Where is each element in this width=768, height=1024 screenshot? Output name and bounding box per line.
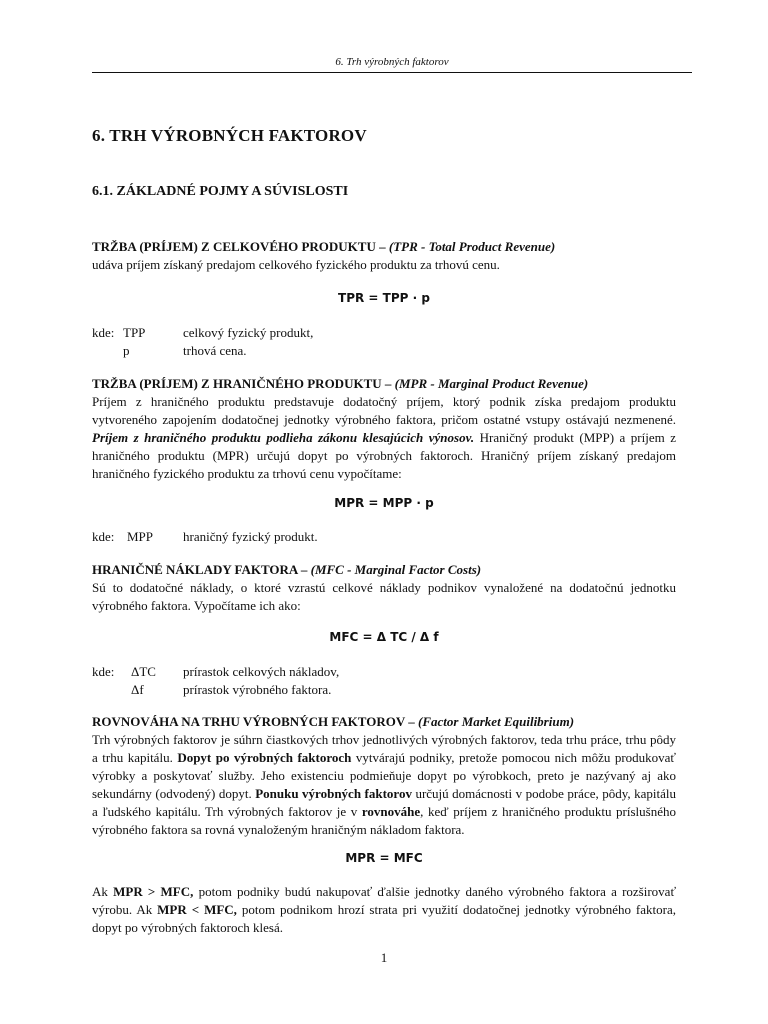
tpr-definition [92, 238, 676, 274]
mfc-heading-paren: (MFC - Marginal Factor Costs) [310, 562, 482, 577]
variable-description: hraničný fyzický produkt. [183, 529, 318, 544]
variable-row [92, 528, 676, 546]
equilibrium-text-bold: Ponuku výrobných faktorov [255, 786, 412, 801]
equilibrium-text-part: určujú domácnosti v podobe práce, pôdy, kapitálu a ľudského kapitálu. Trh výrobných faktorov je v [92, 786, 676, 819]
closing-text-part: potom podniky budú nakupovať ďalšie jednotky daného výrobného faktora a rozširovať výrobu. Ak [92, 884, 677, 917]
page-number: 1 [380, 950, 388, 965]
tpr-formula: TPR = TPP · p [338, 291, 430, 305]
variable-symbol: MPP [127, 529, 154, 544]
running-header: 6. Trh výrobných faktorov [335, 56, 449, 68]
variable-description: celkový fyzický produkt, [183, 325, 314, 340]
equilibrium-text-part: vytvárajú podniky, pretože pomocou nich môžu produkovať výrobky a poskytovať služby. Jeho existenciu podmieňuje dopyt po výrobkoch, preto je nazývaný aj ako sekundárny (odvodený) dopyt. [92, 750, 676, 801]
closing-text-part: Ak [92, 884, 114, 899]
closing-text-bold: MPR > MFC, [113, 884, 194, 899]
variable-symbol: p [123, 343, 130, 358]
tpr-text: udáva príjem získaný predajom celkového fyzického produktu za trhovú cenu. [92, 257, 500, 272]
kde-label: kde: [92, 325, 115, 340]
variable-symbol: TPP [123, 325, 146, 340]
variable-row [92, 663, 676, 681]
mfc-variables [92, 663, 676, 699]
closing-paragraph [92, 883, 676, 937]
equilibrium-text-part: Trh výrobných faktorov je súhrn čiastkových trhov jednotlivých výrobných faktorov, teda trhu práce, trhu pôdy a trhu kapitálu. [92, 732, 676, 765]
equilibrium-text-bold: Dopyt po výrobných faktoroch [177, 750, 352, 765]
equilibrium-definition [92, 713, 676, 839]
tpr-variables [92, 324, 676, 360]
equilibrium-heading [92, 713, 676, 731]
closing-text-part: potom podnikom hrozí strata pri využití dodatočnej jednotky výrobného faktora, dopyt po výrobných faktoroch klesá. [92, 902, 676, 935]
mpr-text [92, 393, 676, 483]
mfc-definition [92, 561, 676, 615]
kde-label: kde: [92, 664, 115, 679]
variable-row [92, 681, 676, 699]
mpr-variables [92, 528, 676, 546]
mpr-heading-text: TRŽBA (PRÍJEM) Z HRANIČNÉHO PRODUKTU – [92, 376, 395, 391]
mfc-formula: MFC = Δ TC / Δ f [329, 630, 439, 644]
mpr-text-part: Príjem z hraničného produktu predstavuje dodatočný príjem, ktorý podnik získa predajom produktu vytvoreného zapojením dodatočnej jednotky výrobného faktora, pričom ostatné vstupy ostávajú nezmenené. [92, 394, 676, 427]
variable-symbol: ΔTC [131, 664, 156, 679]
mpr-text-part: Hraničný produkt (MPP) a príjem z hraničného produktu (MPR) určujú dopyt po výrobných faktoroch. Hraničný príjem získaný predajom hraničného fyzického produktu za trhovú cenu vypočítame: [92, 430, 676, 481]
variable-description: prírastok výrobného faktora. [183, 682, 332, 697]
kde-label: kde: [92, 529, 115, 544]
mfc-heading-text: HRANIČNÉ NÁKLADY FAKTORA – [92, 562, 311, 577]
mpr-formula: MPR = MPP · p [334, 496, 434, 510]
variable-row [92, 324, 676, 342]
mpr-definition [92, 375, 676, 483]
equilibrium-text [92, 731, 676, 839]
equilibrium-formula: MPR = MFC [345, 851, 423, 865]
section-title: 6.1. ZÁKLADNÉ POJMY A SÚVISLOSTI [92, 184, 349, 199]
variable-description: prírastok celkových nákladov, [183, 664, 340, 679]
chapter-title: 6. TRH VÝROBNÝCH FAKTOROV [92, 126, 367, 145]
equilibrium-text-part: , keď príjem z hraničného produktu príslušného výrobného faktora sa rovná vynaloženým hraničným nákladom faktora. [92, 804, 677, 837]
variable-symbol: Δf [131, 682, 144, 697]
mpr-text-emphasis: Príjem z hraničného produktu podlieha zákonu klesajúcich výnosov. [92, 430, 475, 445]
mfc-text: Sú to dodatočné náklady, o ktoré vzrastú celkové náklady podnikov vynaložené na dodatočnú jednotku výrobného faktora. Vypočítame ich ako: [92, 580, 676, 613]
closing-text [92, 883, 676, 937]
closing-text-bold: MPR < MFC, [157, 902, 237, 917]
equilibrium-heading-text: ROVNOVÁHA NA TRHU VÝROBNÝCH FAKTOROV – [92, 714, 418, 729]
tpr-heading [92, 238, 676, 256]
variable-row [92, 342, 676, 360]
header-divider [92, 72, 692, 73]
mpr-heading-paren: (MPR - Marginal Product Revenue) [394, 376, 589, 391]
mfc-heading [92, 561, 676, 579]
equilibrium-text-bold: rovnováhe [361, 804, 421, 819]
tpr-heading-text: TRŽBA (PRÍJEM) Z CELKOVÉHO PRODUKTU – [92, 239, 389, 254]
mpr-heading [92, 375, 676, 393]
equilibrium-heading-paren: (Factor Market Equilibrium) [418, 714, 575, 729]
tpr-heading-paren: (TPR - Total Product Revenue) [388, 239, 556, 254]
variable-description: trhová cena. [183, 343, 247, 358]
